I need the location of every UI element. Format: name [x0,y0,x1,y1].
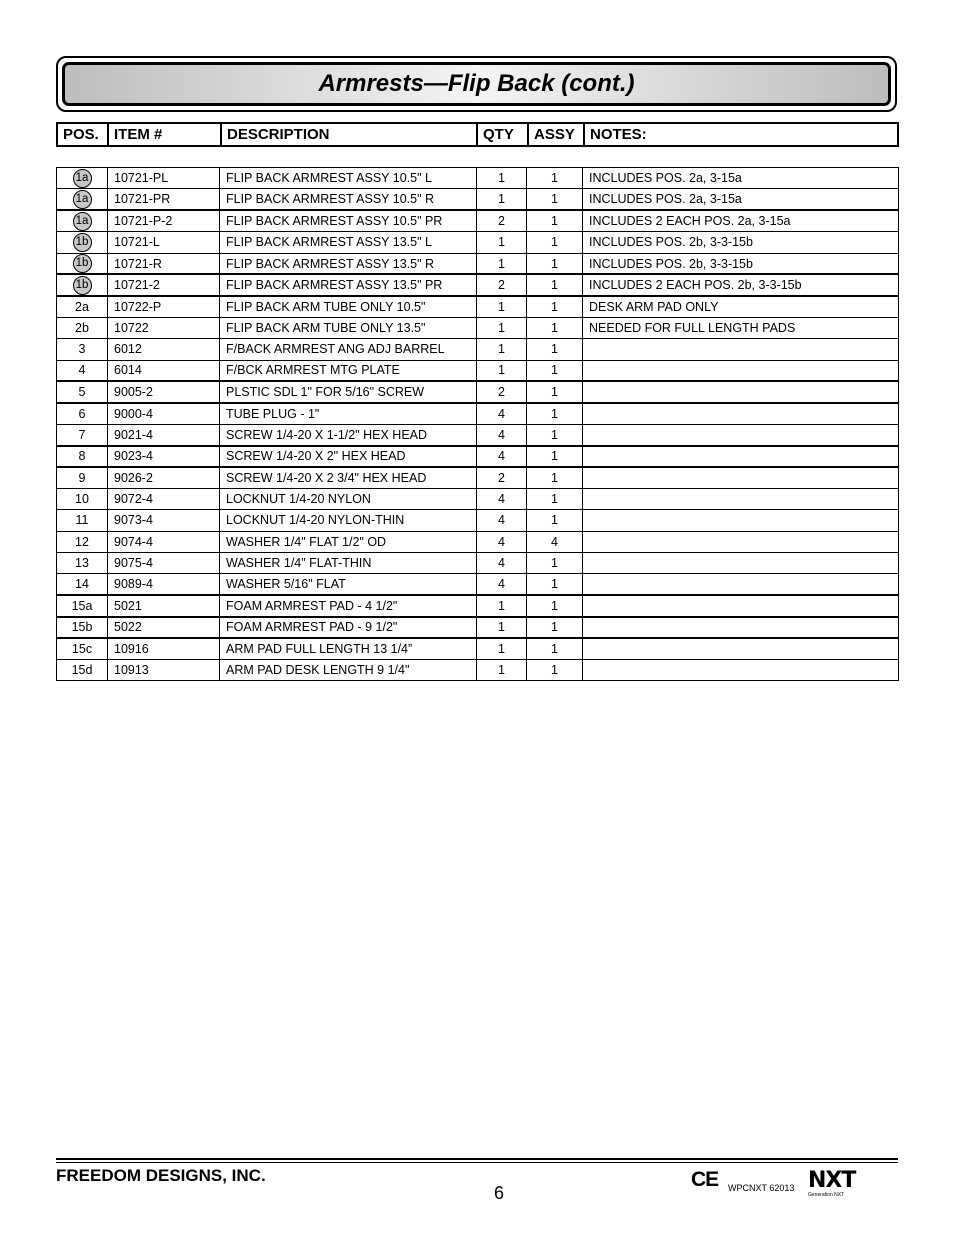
qty-cell: 4 [477,424,527,445]
description-cell: FLIP BACK ARM TUBE ONLY 13.5" [220,317,477,338]
table-row [57,659,899,680]
parts-table [56,167,899,681]
pos-cell [57,253,108,274]
item-cell: 6012 [108,339,220,360]
assy-cell: 1 [527,381,583,402]
circled-pos-badge: 1a [73,190,92,209]
assy-cell: 1 [527,317,583,338]
item-cell: 10721-L [108,232,220,253]
title-banner [56,56,897,112]
notes-cell [583,531,899,552]
assy-cell: 1 [527,446,583,467]
description-cell: FLIP BACK ARMREST ASSY 13.5" R [220,253,477,274]
notes-cell [583,424,899,445]
notes-cell: INCLUDES POS. 2b, 3-3-15b [583,232,899,253]
notes-cell: INCLUDES POS. 2a, 3-15a [583,168,899,189]
description-cell: PLSTIC SDL 1" FOR 5/16" SCREW [220,381,477,402]
table-row [57,360,899,381]
assy-cell: 1 [527,403,583,424]
pos-cell: 6 [57,403,108,424]
table-row [57,531,899,552]
qty-cell: 1 [477,617,527,638]
qty-cell: 1 [477,253,527,274]
table-row [57,232,899,253]
nxt-logo-text: NXT [808,1168,856,1193]
item-cell: 9026-2 [108,467,220,488]
notes-cell [583,638,899,659]
circled-pos-badge: 1b [73,233,92,252]
header-qty: QTY [477,123,528,146]
description-cell: F/BACK ARMREST ANG ADJ BARREL [220,339,477,360]
document-code: WPCNXT 62013 [728,1183,795,1193]
pos-cell: 5 [57,381,108,402]
table-row [57,274,899,295]
description-cell: FLIP BACK ARMREST ASSY 10.5" PR [220,210,477,231]
notes-cell: INCLUDES 2 EACH POS. 2a, 3-15a [583,210,899,231]
table-row [57,638,899,659]
item-cell: 9005-2 [108,381,220,402]
table-row [57,617,899,638]
description-cell: FLIP BACK ARMREST ASSY 13.5" PR [220,274,477,295]
table-row [57,510,899,531]
pos-cell: 12 [57,531,108,552]
description-cell: FLIP BACK ARM TUBE ONLY 10.5" [220,296,477,317]
header-pos: POS. [57,123,108,146]
assy-cell: 1 [527,296,583,317]
item-cell: 5021 [108,595,220,616]
qty-cell: 4 [477,531,527,552]
pos-cell: 10 [57,488,108,509]
notes-cell [583,339,899,360]
item-cell: 9074-4 [108,531,220,552]
ce-mark-icon: CE [691,1168,719,1191]
table-row [57,339,899,360]
item-cell: 10721-2 [108,274,220,295]
item-cell: 9073-4 [108,510,220,531]
pos-cell [57,210,108,231]
page-number: 6 [494,1183,505,1203]
pos-cell: 14 [57,574,108,595]
table-row [57,189,899,210]
assy-cell: 1 [527,638,583,659]
assy-cell: 1 [527,467,583,488]
title-banner-inner [62,62,891,106]
assy-cell: 1 [527,360,583,381]
qty-cell: 1 [477,168,527,189]
table-row [57,424,899,445]
qty-cell: 4 [477,403,527,424]
item-cell: 9075-4 [108,553,220,574]
notes-cell [583,467,899,488]
item-cell: 10721-P-2 [108,210,220,231]
table-row [57,210,899,231]
description-cell: TUBE PLUG - 1" [220,403,477,424]
assy-cell: 1 [527,339,583,360]
description-cell: F/BCK ARMREST MTG PLATE [220,360,477,381]
assy-cell: 4 [527,531,583,552]
notes-cell: INCLUDES 2 EACH POS. 2b, 3-3-15b [583,274,899,295]
footer-rule-thin [56,1162,898,1163]
header-assy: ASSY [528,123,584,146]
table-row [57,296,899,317]
pos-cell: 15a [57,595,108,616]
notes-cell [583,595,899,616]
table-row [57,403,899,424]
pos-cell: 4 [57,360,108,381]
notes-cell: DESK ARM PAD ONLY [583,296,899,317]
item-cell: 9021-4 [108,424,220,445]
qty-cell: 1 [477,232,527,253]
notes-cell [583,553,899,574]
notes-cell [583,659,899,680]
notes-cell [583,446,899,467]
item-cell: 10722 [108,317,220,338]
pos-cell: 7 [57,424,108,445]
nxt-logo-subtext: Generation NXT [808,1192,845,1198]
table-row [57,168,899,189]
table-row [57,381,899,402]
table-row [57,553,899,574]
notes-cell [583,488,899,509]
qty-cell: 1 [477,189,527,210]
header-row [57,123,898,146]
assy-cell: 1 [527,253,583,274]
description-cell: LOCKNUT 1/4-20 NYLON [220,488,477,509]
qty-cell: 1 [477,296,527,317]
parts-table-header [56,122,899,147]
item-cell: 9072-4 [108,488,220,509]
pos-cell: 3 [57,339,108,360]
table-row [57,488,899,509]
description-cell: SCREW 1/4-20 X 2 3/4" HEX HEAD [220,467,477,488]
item-cell: 10721-R [108,253,220,274]
notes-cell: INCLUDES POS. 2a, 3-15a [583,189,899,210]
circled-pos-badge: 1b [73,276,92,295]
table-row [57,595,899,616]
qty-cell: 2 [477,210,527,231]
qty-cell: 2 [477,274,527,295]
assy-cell: 1 [527,659,583,680]
header-notes: NOTES: [584,123,898,146]
item-cell: 5022 [108,617,220,638]
description-cell: SCREW 1/4-20 X 2" HEX HEAD [220,446,477,467]
description-cell: ARM PAD FULL LENGTH 13 1/4” [220,638,477,659]
assy-cell: 1 [527,553,583,574]
description-cell: WASHER 1/4" FLAT-THIN [220,553,477,574]
item-cell: 10721-PL [108,168,220,189]
description-cell: FLIP BACK ARMREST ASSY 13.5" L [220,232,477,253]
pos-cell: 11 [57,510,108,531]
company-name: FREEDOM DESIGNS, INC. [56,1166,266,1185]
description-cell: FOAM ARMREST PAD - 9 1/2" [220,617,477,638]
notes-cell [583,574,899,595]
qty-cell: 4 [477,510,527,531]
item-cell: 10722-P [108,296,220,317]
assy-cell: 1 [527,510,583,531]
qty-cell: 1 [477,659,527,680]
notes-cell [583,360,899,381]
item-cell: 10913 [108,659,220,680]
assy-cell: 1 [527,210,583,231]
notes-cell: NEEDED FOR FULL LENGTH PADS [583,317,899,338]
notes-cell [583,510,899,531]
pos-cell: 2b [57,317,108,338]
description-cell: FLIP BACK ARMREST ASSY 10.5" R [220,189,477,210]
parts-table-body [57,168,899,681]
pos-cell [57,168,108,189]
assy-cell: 1 [527,168,583,189]
description-cell: LOCKNUT 1/4-20 NYLON-THIN [220,510,477,531]
assy-cell: 1 [527,424,583,445]
item-cell: 10916 [108,638,220,659]
item-cell: 6014 [108,360,220,381]
notes-cell [583,403,899,424]
qty-cell: 2 [477,381,527,402]
item-cell: 9023-4 [108,446,220,467]
item-cell: 10721-PR [108,189,220,210]
assy-cell: 1 [527,274,583,295]
header-item: ITEM # [108,123,221,146]
qty-cell: 4 [477,446,527,467]
qty-cell: 1 [477,595,527,616]
table-row [57,574,899,595]
qty-cell: 1 [477,638,527,659]
assy-cell: 1 [527,232,583,253]
pos-cell: 9 [57,467,108,488]
qty-cell: 4 [477,488,527,509]
pos-cell: 8 [57,446,108,467]
assy-cell: 1 [527,574,583,595]
assy-cell: 1 [527,595,583,616]
header-description: DESCRIPTION [221,123,477,146]
qty-cell: 1 [477,339,527,360]
circled-pos-badge: 1a [73,212,92,231]
pos-cell: 13 [57,553,108,574]
pos-cell [57,274,108,295]
footer-rule-thick [56,1158,898,1160]
pos-cell: 2a [57,296,108,317]
page-title: Armrests—Flip Back (cont.) [318,70,635,97]
qty-cell: 4 [477,553,527,574]
pos-cell: 15b [57,617,108,638]
description-cell: FOAM ARMREST PAD - 4 1/2" [220,595,477,616]
table-row [57,317,899,338]
table-row [57,253,899,274]
nxt-logo [808,1170,856,1200]
notes-cell: INCLUDES POS. 2b, 3-3-15b [583,253,899,274]
assy-cell: 1 [527,189,583,210]
qty-cell: 4 [477,574,527,595]
description-cell: WASHER 1/4" FLAT 1/2" OD [220,531,477,552]
assy-cell: 1 [527,488,583,509]
item-cell: 9089-4 [108,574,220,595]
description-cell: FLIP BACK ARMREST ASSY 10.5" L [220,168,477,189]
qty-cell: 2 [477,467,527,488]
table-row [57,446,899,467]
assy-cell: 1 [527,617,583,638]
circled-pos-badge: 1a [73,169,92,188]
pos-cell [57,189,108,210]
description-cell: ARM PAD DESK LENGTH 9 1/4" [220,659,477,680]
notes-cell [583,381,899,402]
item-cell: 9000-4 [108,403,220,424]
circled-pos-badge: 1b [73,254,92,273]
pos-cell: 15c [57,638,108,659]
description-cell: WASHER 5/16" FLAT [220,574,477,595]
qty-cell: 1 [477,317,527,338]
pos-cell: 15d [57,659,108,680]
table-row [57,467,899,488]
notes-cell [583,617,899,638]
description-cell: SCREW 1/4-20 X 1-1/2" HEX HEAD [220,424,477,445]
qty-cell: 1 [477,360,527,381]
pos-cell [57,232,108,253]
